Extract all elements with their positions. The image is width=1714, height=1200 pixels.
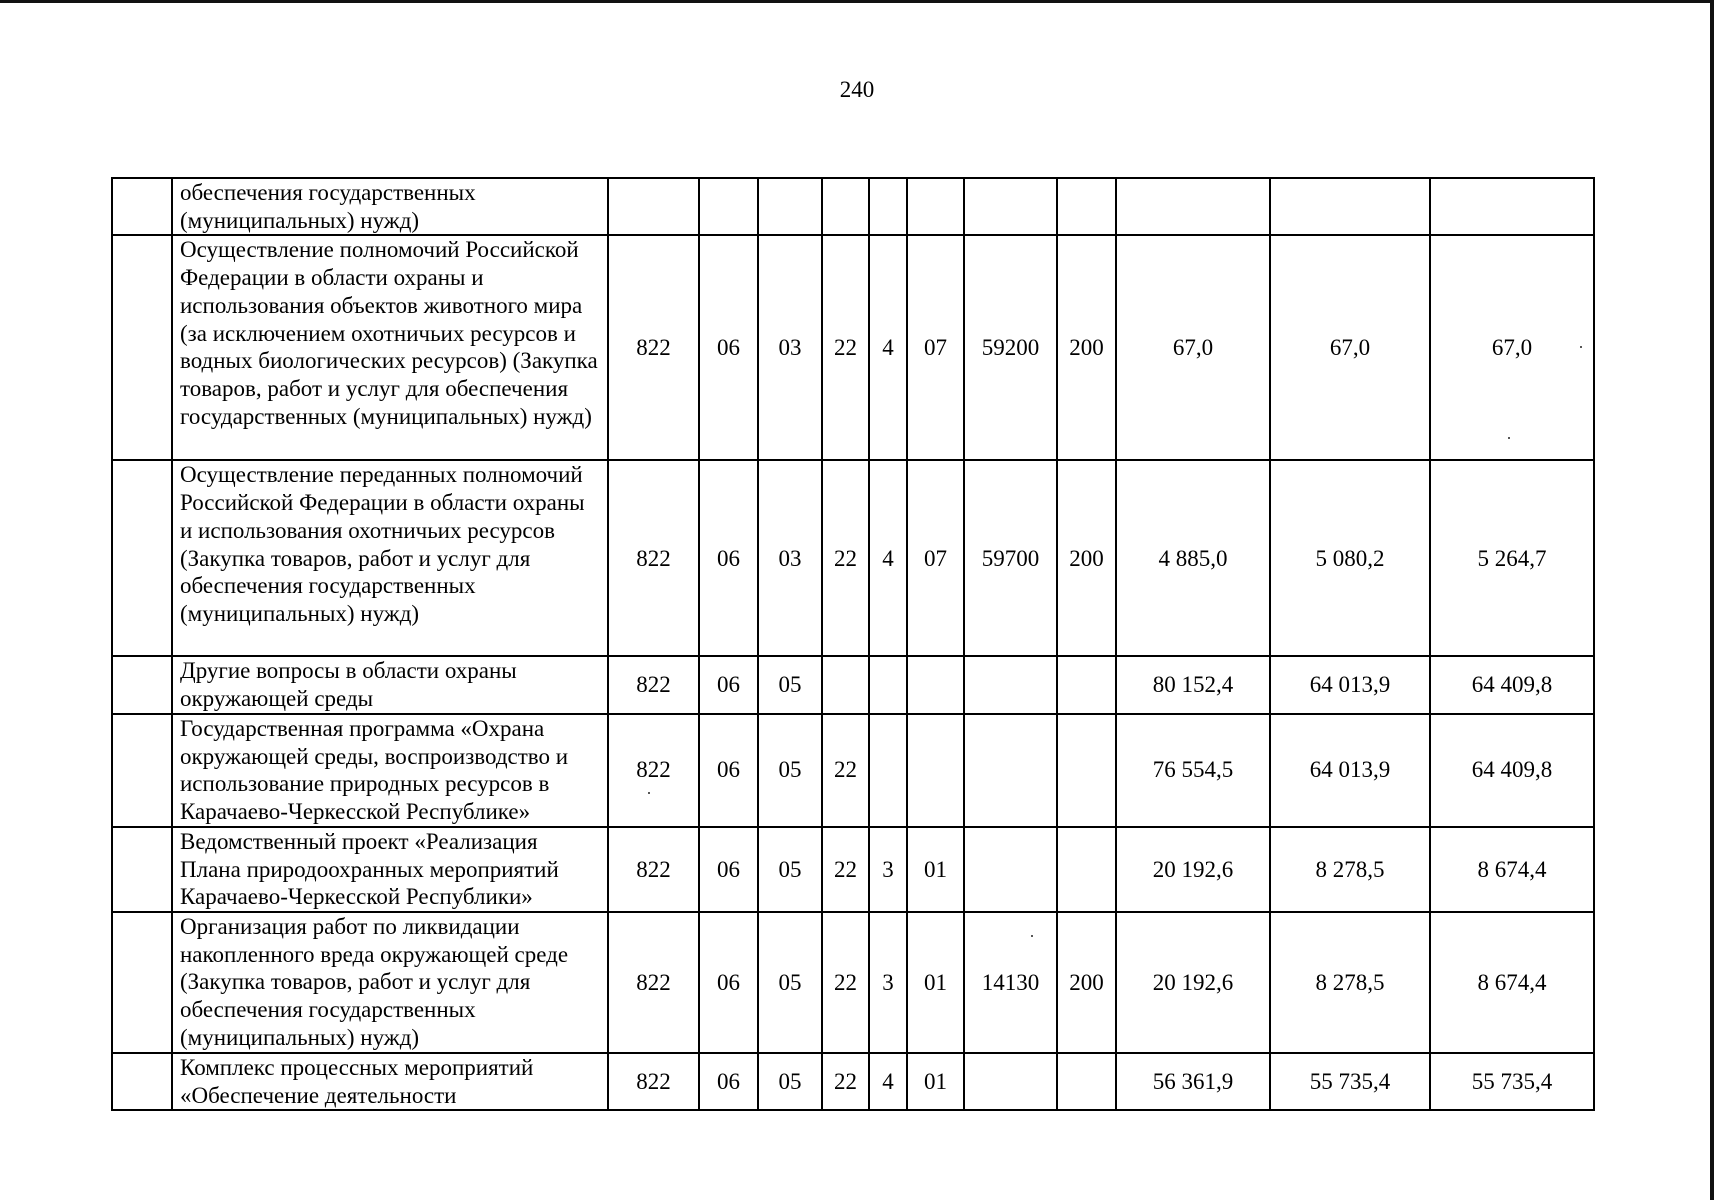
target-code <box>964 178 1057 235</box>
direction-code: 3 <box>869 827 907 912</box>
subprogram-code: 07 <box>907 460 964 656</box>
page-number: 240 <box>839 77 875 102</box>
section-code: 06 <box>699 656 758 713</box>
subprogram-code <box>907 656 964 713</box>
amount-year-2: 64 013,9 <box>1270 714 1430 827</box>
amount-year-3: 55 735,4 <box>1430 1053 1594 1110</box>
admin-code: 822 <box>608 912 699 1053</box>
subsection-code <box>758 178 822 235</box>
row-index-cell <box>112 656 172 713</box>
subsection-code: 03 <box>758 235 822 460</box>
subprogram-code: 07 <box>907 235 964 460</box>
subsection-code: 05 <box>758 656 822 713</box>
subsection-code: 05 <box>758 1053 822 1110</box>
amount-year-1: 20 192,6 <box>1116 827 1270 912</box>
direction-code <box>869 714 907 827</box>
subprogram-code <box>907 714 964 827</box>
subsection-code: 05 <box>758 827 822 912</box>
item-name: Государственная программа «Охрана окружающей среды, воспроизводство и использование природных ресурсов в Карачаево-Черкесской Республике» <box>172 714 608 827</box>
direction-code: 4 <box>869 235 907 460</box>
subprogram-code: 01 <box>907 827 964 912</box>
program-code: 22 <box>822 714 869 827</box>
item-name: Комплекс процессных мероприятий «Обеспечение деятельности <box>172 1053 608 1110</box>
item-name: обеспечения государственных (муниципальных) нужд) <box>172 178 608 235</box>
target-code <box>964 827 1057 912</box>
budget-table <box>111 177 1595 1111</box>
expense-type-code: 200 <box>1057 235 1116 460</box>
admin-code <box>608 178 699 235</box>
amount-year-2: 5 080,2 <box>1270 460 1430 656</box>
item-name: Осуществление полномочий Российской Федерации в области охраны и использования объектов животного мира (за исключением охотничьих ресурсов и водных биологических ресурсов) (Закупка товаров, работ и услуг для обеспечения государственных (муниципальных) нужд) <box>172 235 608 460</box>
amount-year-2: 64 013,9 <box>1270 656 1430 713</box>
item-name: Организация работ по ликвидации накопленного вреда окружающей среде (Закупка товаров, работ и услуг для обеспечения государственных (муниципальных) нужд) <box>172 912 608 1053</box>
expense-type-code <box>1057 827 1116 912</box>
section-code: 06 <box>699 714 758 827</box>
amount-year-1: 20 192,6 <box>1116 912 1270 1053</box>
row-index-cell <box>112 912 172 1053</box>
table-row <box>112 460 1594 656</box>
admin-code: 822 <box>608 827 699 912</box>
section-code: 06 <box>699 460 758 656</box>
table-row <box>112 235 1594 460</box>
expense-type-code <box>1057 714 1116 827</box>
item-name: Ведомственный проект «Реализация Плана природоохранных мероприятий Карачаево-Черкесской Республики» <box>172 827 608 912</box>
amount-year-3: 64 409,8 <box>1430 656 1594 713</box>
admin-code: 822 <box>608 1053 699 1110</box>
row-index-cell <box>112 178 172 235</box>
amount-year-3 <box>1430 178 1594 235</box>
program-code: 22 <box>822 460 869 656</box>
subsection-code: 05 <box>758 912 822 1053</box>
target-code <box>964 656 1057 713</box>
amount-year-2: 8 278,5 <box>1270 912 1430 1053</box>
program-code: 22 <box>822 1053 869 1110</box>
amount-year-3: 64 409,8 <box>1430 714 1594 827</box>
amount-year-2 <box>1270 178 1430 235</box>
target-code: 59700 <box>964 460 1057 656</box>
amount-year-3: 67,0 <box>1430 235 1594 460</box>
table-row <box>112 827 1594 912</box>
amount-year-1: 67,0 <box>1116 235 1270 460</box>
subprogram-code <box>907 178 964 235</box>
table-row <box>112 912 1594 1053</box>
amount-year-3: 8 674,4 <box>1430 827 1594 912</box>
amount-year-2: 55 735,4 <box>1270 1053 1430 1110</box>
scan-speck <box>1580 346 1582 348</box>
table-row <box>112 714 1594 827</box>
row-index-cell <box>112 1053 172 1110</box>
program-code: 22 <box>822 912 869 1053</box>
direction-code <box>869 178 907 235</box>
section-code: 06 <box>699 1053 758 1110</box>
row-index-cell <box>112 714 172 827</box>
scan-speck <box>1031 935 1033 937</box>
row-index-cell <box>112 460 172 656</box>
scan-speck <box>1508 437 1510 439</box>
amount-year-1: 80 152,4 <box>1116 656 1270 713</box>
section-code <box>699 178 758 235</box>
item-name: Другие вопросы в области охраны окружающей среды <box>172 656 608 713</box>
amount-year-1 <box>1116 178 1270 235</box>
direction-code: 4 <box>869 1053 907 1110</box>
subsection-code: 05 <box>758 714 822 827</box>
amount-year-1: 4 885,0 <box>1116 460 1270 656</box>
direction-code: 4 <box>869 460 907 656</box>
program-code: 22 <box>822 827 869 912</box>
target-code <box>964 1053 1057 1110</box>
subprogram-code: 01 <box>907 1053 964 1110</box>
scan-edge-right <box>1710 0 1714 1200</box>
expense-type-code <box>1057 1053 1116 1110</box>
amount-year-3: 5 264,7 <box>1430 460 1594 656</box>
target-code: 59200 <box>964 235 1057 460</box>
expense-type-code <box>1057 178 1116 235</box>
amount-year-2: 8 278,5 <box>1270 827 1430 912</box>
item-name: Осуществление переданных полномочий Российской Федерации в области охраны и использования охотничьих ресурсов (Закупка товаров, работ и услуг для обеспечения государственных (муниципальных) нужд) <box>172 460 608 656</box>
table-row <box>112 656 1594 713</box>
amount-year-1: 56 361,9 <box>1116 1053 1270 1110</box>
row-index-cell <box>112 827 172 912</box>
expense-type-code: 200 <box>1057 460 1116 656</box>
direction-code <box>869 656 907 713</box>
admin-code: 822 <box>608 460 699 656</box>
subsection-code: 03 <box>758 460 822 656</box>
scan-speck <box>648 792 650 794</box>
admin-code: 822 <box>608 656 699 713</box>
row-index-cell <box>112 235 172 460</box>
admin-code: 822 <box>608 714 699 827</box>
section-code: 06 <box>699 912 758 1053</box>
program-code <box>822 656 869 713</box>
expense-type-code <box>1057 656 1116 713</box>
program-code: 22 <box>822 235 869 460</box>
direction-code: 3 <box>869 912 907 1053</box>
amount-year-2: 67,0 <box>1270 235 1430 460</box>
program-code <box>822 178 869 235</box>
amount-year-1: 76 554,5 <box>1116 714 1270 827</box>
table-row <box>112 1053 1594 1110</box>
amount-year-3: 8 674,4 <box>1430 912 1594 1053</box>
scan-edge-top <box>0 0 1714 3</box>
section-code: 06 <box>699 235 758 460</box>
table-row <box>112 178 1594 235</box>
admin-code: 822 <box>608 235 699 460</box>
target-code <box>964 714 1057 827</box>
target-code: 14130 <box>964 912 1057 1053</box>
subprogram-code: 01 <box>907 912 964 1053</box>
expense-type-code: 200 <box>1057 912 1116 1053</box>
section-code: 06 <box>699 827 758 912</box>
